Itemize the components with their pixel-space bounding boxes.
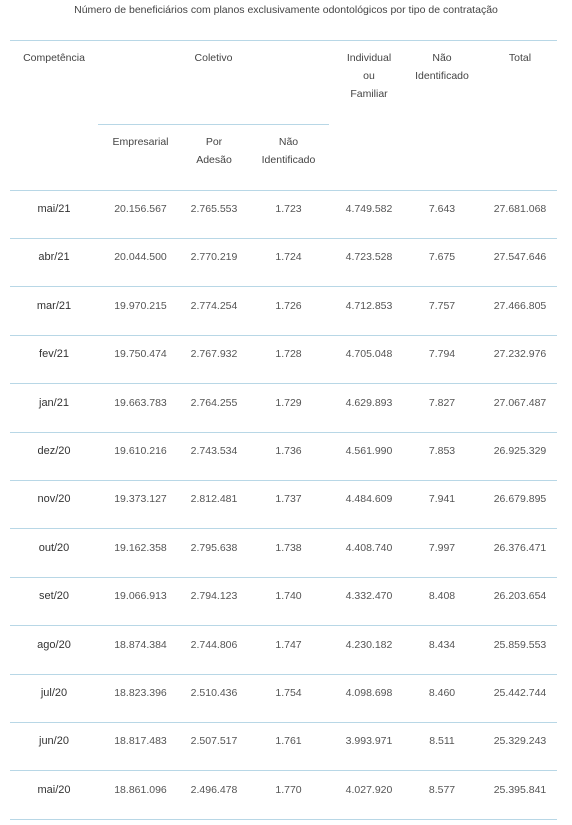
cell-empresarial: 19.373.127: [114, 493, 167, 506]
cell-nao-identificado: 7.794: [428, 348, 456, 361]
cell-individual-familiar: 4.561.990: [345, 445, 393, 457]
cell-empresarial: 19.066.913: [114, 590, 167, 603]
table-row: [10, 578, 557, 626]
cell-nao-identificado: 7.941: [428, 493, 456, 506]
cell-total: 26.679.895: [493, 493, 547, 506]
cell-individual-familiar: 3.993.971: [345, 735, 393, 748]
cell-por-adesao: 2.812.481: [190, 493, 238, 506]
table-row: [10, 385, 557, 433]
cell-total: 25.442.744: [493, 687, 547, 699]
cell-total: 26.203.654: [493, 590, 547, 603]
cell-competencia: mai/21: [37, 203, 71, 215]
cell-coletivo-nao-identificado: 1.724: [275, 251, 302, 264]
table-row: [10, 191, 557, 239]
table-top-rule: [10, 40, 557, 41]
cell-competencia: jan/21: [39, 396, 69, 409]
cell-por-adesao: 2.765.553: [190, 203, 238, 215]
cell-total: 25.395.841: [493, 783, 547, 796]
cell-empresarial: 18.861.096: [114, 783, 167, 796]
cell-nao-identificado: 7.853: [428, 445, 456, 457]
cell-individual-familiar: 4.332.470: [345, 590, 393, 603]
cell-coletivo-nao-identificado: 1.736: [275, 445, 302, 457]
cell-competencia: mai/20: [37, 783, 71, 796]
cell-individual-familiar: 4.484.609: [345, 493, 393, 506]
cell-nao-identificado: 8.511: [429, 735, 455, 748]
cell-competencia: nov/20: [37, 493, 71, 506]
cell-por-adesao: 2.794.123: [190, 590, 238, 603]
cell-por-adesao: 2.795.638: [190, 541, 238, 554]
table-row: [10, 675, 557, 723]
table-row: [10, 239, 557, 287]
cell-nao-identificado: 8.577: [428, 783, 456, 796]
cell-por-adesao: 2.496.478: [190, 783, 238, 796]
cell-total: 26.376.471: [493, 541, 547, 554]
cell-total: 27.681.068: [493, 203, 547, 215]
cell-por-adesao: 2.510.436: [190, 687, 238, 699]
cell-coletivo-nao-identificado: 1.770: [275, 783, 302, 796]
cell-por-adesao: 2.774.254: [190, 299, 238, 312]
cell-individual-familiar: 4.027.920: [345, 783, 393, 796]
cell-empresarial: 18.817.483: [114, 735, 167, 748]
cell-total: 27.547.646: [493, 251, 547, 264]
header-por-adesao-line-1: Por: [205, 136, 223, 148]
cell-individual-familiar: 4.230.182: [345, 638, 393, 651]
cell-coletivo-nao-identificado: 1.761: [275, 735, 302, 748]
cell-coletivo-nao-identificado: 1.723: [275, 203, 302, 215]
cell-coletivo-nao-identificado: 1.729: [275, 396, 302, 409]
header-por-adesao: [173, 133, 255, 169]
cell-individual-familiar: 4.705.048: [345, 348, 393, 361]
cell-total: 25.859.553: [493, 638, 547, 651]
cell-total: 27.067.487: [493, 396, 547, 409]
cell-individual-familiar: 4.629.893: [345, 396, 393, 409]
header-nao-identificado: [407, 49, 477, 85]
cell-por-adesao: 2.743.534: [190, 445, 238, 457]
header-nao-identificado-line-1: Não: [432, 52, 452, 64]
table-row: [10, 772, 557, 820]
cell-coletivo-nao-identificado: 1.747: [275, 638, 302, 651]
header-nao-identificado-line-2: Identificado: [415, 70, 469, 82]
cell-empresarial: 19.970.215: [114, 299, 167, 312]
cell-empresarial: 20.044.500: [114, 251, 167, 264]
table-caption: Número de beneficiários com planos exclusivamente odontológicos por tipo de contratação: [74, 4, 498, 16]
cell-empresarial: 18.874.384: [114, 638, 167, 651]
header-por-adesao-line-2: Adesão: [196, 154, 232, 166]
cell-competencia: fev/21: [39, 348, 69, 361]
cell-coletivo-nao-identificado: 1.738: [275, 541, 302, 554]
cell-nao-identificado: 7.757: [428, 299, 456, 312]
cell-empresarial: 18.823.396: [114, 687, 167, 699]
cell-nao-identificado: 8.460: [428, 687, 456, 699]
header-individual: [329, 49, 409, 103]
coletivo-sub-rule: [98, 124, 329, 125]
cell-nao-identificado: 7.643: [428, 203, 456, 215]
cell-coletivo-nao-identificado: 1.728: [275, 348, 302, 361]
cell-empresarial: 19.610.216: [114, 445, 167, 457]
header-individual-line-1: Individual: [346, 52, 392, 64]
cell-individual-familiar: 4.749.582: [345, 203, 393, 215]
table-row: [10, 481, 557, 529]
table-row: [10, 627, 557, 675]
header-individual-line-3: Familiar: [350, 88, 388, 100]
cell-total: 26.925.329: [493, 445, 547, 457]
cell-competencia: jun/20: [39, 735, 69, 748]
header-coletivo-ni-line-1: Não: [278, 136, 299, 148]
cell-competencia: abr/21: [38, 251, 70, 264]
cell-coletivo-nao-identificado: 1.740: [275, 590, 302, 603]
cell-individual-familiar: 4.408.740: [345, 541, 393, 554]
cell-por-adesao: 2.770.219: [190, 251, 238, 264]
cell-nao-identificado: 7.675: [428, 251, 456, 264]
cell-competencia: jul/20: [40, 687, 68, 699]
table-row: [10, 288, 557, 336]
header-individual-line-2: ou: [363, 70, 375, 82]
header-coletivo: Coletivo: [194, 52, 233, 64]
cell-empresarial: 19.663.783: [114, 396, 167, 409]
cell-empresarial: 20.156.567: [114, 203, 167, 215]
header-total: Total: [508, 52, 532, 64]
cell-nao-identificado: 7.827: [428, 396, 456, 409]
cell-coletivo-nao-identificado: 1.754: [275, 687, 302, 699]
header-coletivo-ni-line-2: Identificado: [261, 154, 316, 166]
cell-individual-familiar: 4.098.698: [345, 687, 393, 699]
cell-por-adesao: 2.507.517: [190, 735, 238, 748]
cell-competencia: out/20: [38, 541, 70, 554]
cell-empresarial: 19.162.358: [114, 541, 167, 554]
cell-nao-identificado: 8.434: [428, 638, 456, 651]
cell-por-adesao: 2.767.932: [190, 348, 238, 361]
cell-total: 27.232.976: [493, 348, 547, 361]
cell-individual-familiar: 4.712.853: [345, 299, 393, 312]
cell-total: 25.329.243: [493, 735, 547, 748]
cell-empresarial: 19.750.474: [114, 348, 167, 361]
cell-por-adesao: 2.764.255: [190, 396, 238, 409]
table-row: [10, 530, 557, 578]
cell-individual-familiar: 4.723.528: [345, 251, 393, 264]
cell-competencia: mar/21: [36, 299, 72, 312]
table-row: [10, 723, 557, 771]
cell-nao-identificado: 8.408: [428, 590, 456, 603]
header-empresarial: Empresarial: [112, 136, 169, 148]
table-row: [10, 433, 557, 481]
cell-nao-identificado: 7.997: [428, 541, 456, 554]
cell-coletivo-nao-identificado: 1.737: [275, 493, 302, 506]
cell-coletivo-nao-identificado: 1.726: [275, 299, 302, 312]
cell-competencia: ago/20: [37, 638, 71, 651]
header-competencia: Competência: [23, 52, 85, 64]
cell-total: 27.466.805: [493, 299, 547, 312]
cell-competencia: set/20: [39, 590, 69, 603]
row-divider: [10, 819, 557, 820]
table-row: [10, 336, 557, 384]
cell-por-adesao: 2.744.806: [190, 638, 238, 651]
header-coletivo-nao-identificado: [251, 133, 326, 169]
cell-competencia: dez/20: [37, 445, 71, 457]
